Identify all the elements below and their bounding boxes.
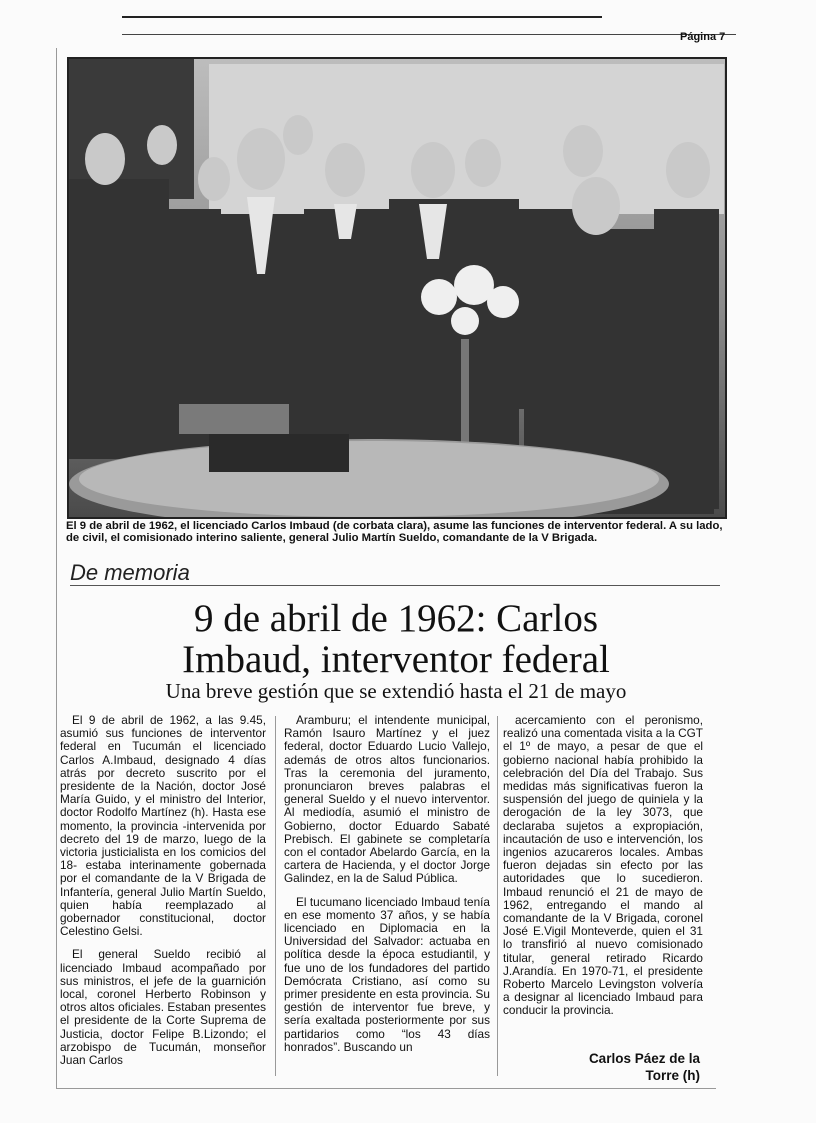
clipping-edge (56, 48, 57, 1088)
article-paragraph: Aramburu; el intendente municipal, Ramón Isauro Martínez y el juez federal, doctor Eduardo Lucio Vallejo, además de otros altos funcionarios. Tras la ceremonia del juramento, pronunciaron breves palabras el general Sueldo y el nuevo interventor. Al mediodía, asumió el ministro de Gobierno, doctor Eduardo Sabaté Prebisch. El gabinete se completaría con el contador Abelardo García, en la cartera de Hacienda, y el doctor Jorge Galindez, en la de Salud Pública. (284, 713, 490, 886)
column-rule (497, 716, 498, 1076)
section-label: De memoria (70, 560, 190, 585)
article-paragraph: El tucumano licenciado Imbaud tenía en ese momento 37 años, y se había licenciado en Diplomacia en la Universidad del Salvador: actuaba en política desde la época estudiantil, y fue uno de los fundadores del partido Demócrata Cristiano, así como su primer presidente en esta provincia. Su gestión de interventor fue breve, y sería exaltada posteriormente por sus partidarios como “los 43 días honrados”. Buscando un (284, 894, 490, 1054)
byline-line: Torre (h) (645, 1068, 700, 1083)
column-rule (275, 716, 276, 1076)
article-paragraph: El general Sueldo recibió al licenciado Imbaud acompañado por sus ministros, el jefe de la guarnición local, coronel Herberto Robinson y otros altos oficiales. Estaban presentes el presidente de la Corte Suprema de Justicia, doctor Felipe B.Lizondo; el arzobispo de Tucumán, monseñor Juan Carlos (60, 947, 266, 1068)
headline-line: 9 de abril de 1962: Carlos (194, 597, 598, 640)
article-column-1 (60, 714, 266, 1067)
headline (66, 598, 726, 680)
byline-line: Carlos Páez de la (588, 1051, 700, 1066)
article-column-2 (284, 714, 490, 1054)
section-rule (70, 585, 720, 586)
byline (589, 1050, 700, 1084)
header-rule (122, 34, 736, 35)
subheadline: Una breve gestión que se extendió hasta el 21 de mayo (165, 679, 627, 703)
headline-line: Imbaud, interventor federal (182, 638, 610, 681)
article-column-3 (503, 714, 703, 1018)
news-photo (67, 57, 727, 519)
header-rule (122, 16, 602, 18)
article-paragraph: acercamiento con el peronismo, realizó una comentada visita a la CGT el 1º de mayo, a pesar de que el gobierno nacional había prohibido la celebración del Día del Trabajo. Sus medidas más significativas fueron la suspensión del juego de quiniela y la derogación de la ley 3073, que declaraba sujetos a expropiación, incautación de uso e intervención, los ingenios azucareros locales. Ambas fueron dejadas sin efecto por las autoridades que lo sucedieron. Imbaud renunció el 21 de mayo de 1962, entregando el mando al comandante de la V Brigada, coronel José E.Vigil Monteverde, quien el 31 lo transfirió al nuevo comisionado titular, general retirado Ricardo J.Arandía. En 1970-71, el presidente Roberto Marcelo Levingston volvería a designar al licenciado Imbaud para conducir la provincia. (503, 713, 703, 1018)
photo-caption: El 9 de abril de 1962, el licenciado Carlos Imbaud (de corbata clara), asume las funciones de interventor federal. A su lado, de civil, el comisionado interino saliente, general Julio Martín Sueldo, comandante de la V Brigada. (66, 520, 723, 545)
page-number: Página 7 (680, 31, 726, 43)
article-paragraph: El 9 de abril de 1962, a las 9.45, asumió sus funciones de interventor federal en Tucumán el licenciado Carlos A.Imbaud, designado 4 días atrás por decreto suscrito por el presidente de la Nación, doctor José María Guido, y el ministro del Interior, doctor Rodolfo Martínez (h). Hasta ese momento, la provincia -intervenida por decreto del 19 de marzo, luego de la victoria justicialista en los comicios del 18- estaba interinamente gobernada por el comandante de la V Brigada de Infantería, general Julio Martín Sueldo, quien había reemplazado al gobernador constitucional, doctor Celestino Gelsi. (60, 713, 266, 939)
clipping-edge (56, 1088, 716, 1089)
